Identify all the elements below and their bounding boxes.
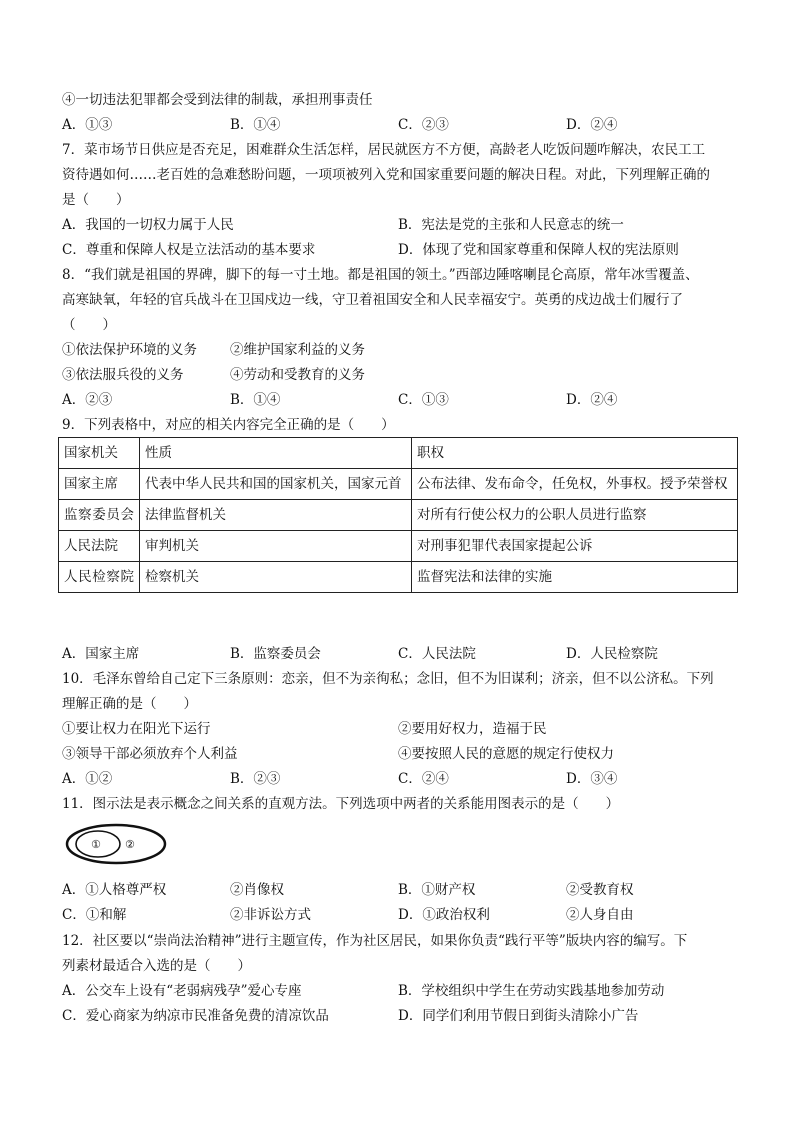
table-cell: 检察机关	[140, 562, 412, 593]
q6-option-b: B．①④	[230, 117, 281, 133]
q10-item-1: ①要让权力在阳光下运行	[62, 721, 211, 737]
table-header-cell: 职权	[412, 438, 738, 469]
table-header-cell: 性质	[140, 438, 412, 469]
q10-stem-line-2: 理解正确的是（ ）	[62, 696, 197, 712]
q11-option-a-part-2: ②肖像权	[230, 882, 284, 898]
table-cell: 监督宪法和法律的实施	[412, 562, 738, 593]
table-cell: 审判机关	[140, 531, 412, 562]
q11-option-c-part-1: C．①和解	[62, 907, 127, 923]
table-cell: 代表中华人民共和国的国家机关，国家元首	[140, 469, 412, 500]
table-cell: 人民检察院	[59, 562, 140, 593]
q6-option-a: A．①③	[62, 117, 113, 133]
table-cell: 监察委员会	[59, 500, 140, 531]
q11-stem: 11．图示法是表示概念之间关系的直观方法。下列选项中两者的关系能用图表示的是（ ）	[62, 796, 620, 812]
q9-option-d: D．人民检察院	[566, 646, 658, 662]
outer-ellipse	[67, 825, 165, 863]
q8-item-2: ②维护国家利益的义务	[230, 342, 365, 358]
q7-option-a: A．我国的一切权力属于人民	[62, 217, 234, 233]
q8-stem-line-1: 8．“我们就是祖国的界碑，脚下的每一寸土地。都是祖国的领土。”西部边陲喀喇昆仑高原，常年冰雪覆盖、	[62, 267, 699, 283]
q8-stem-line-3: （ ）	[62, 317, 116, 333]
q6-option-c: C．②③	[398, 117, 449, 133]
q8-stem-line-2: 高寒缺氧，年轻的官兵战斗在卫国戍边一线，守卫着祖国安全和人民幸福安宁。英勇的戍边战士们履行了	[62, 292, 683, 308]
table-cell: 国家主席	[59, 469, 140, 500]
q10-item-2: ②要用好权力，造福于民	[398, 721, 547, 737]
q10-item-4: ④要按照人民的意愿的规定行使权力	[398, 746, 614, 762]
q8-option-d: D．②④	[566, 392, 618, 408]
diagram-label-2: ②	[125, 838, 135, 851]
q9-option-b: B．监察委员会	[230, 646, 321, 662]
q11-option-d-part-1: D．①政治权利	[398, 907, 490, 923]
q10-option-b: B．②③	[230, 771, 281, 787]
q11-nested-ellipse-diagram	[64, 822, 170, 866]
table-row	[59, 500, 738, 531]
q11-option-d-part-2: ②人身自由	[566, 907, 634, 923]
table-cell: 对所有行使公权力的公职人员进行监察	[412, 500, 738, 531]
q11-option-a-part-1: A．①人格尊严权	[62, 882, 167, 898]
table-cell: 对刑事犯罪代表国家提起公诉	[412, 531, 738, 562]
q10-option-c: C．②④	[398, 771, 449, 787]
q6-option-d: D．②④	[566, 117, 618, 133]
table-cell: 公布法律、发布命令，任免权，外事权。授予荣誉权	[412, 469, 738, 500]
q8-item-4: ④劳动和受教育的义务	[230, 367, 365, 383]
q12-option-d: D．同学们利用节假日到街头清除小广告	[398, 1008, 639, 1024]
q12-option-c: C．爱心商家为纳凉市民准备免费的清凉饮品	[62, 1008, 329, 1024]
q8-option-c: C．①③	[398, 392, 449, 408]
q12-option-b: B．学校组织中学生在劳动实践基地参加劳动	[398, 983, 665, 999]
q7-stem-line-2: 资待遇如何……老百姓的急难愁盼问题，一项项被列入党和国家重要问题的解决日程。对此，下列理解正确的	[62, 167, 710, 183]
q11-option-b-part-2: ②受教育权	[566, 882, 634, 898]
q9-table	[58, 437, 738, 593]
table-cell: 人民法院	[59, 531, 140, 562]
q8-item-3: ③依法服兵役的义务	[62, 367, 184, 383]
diagram-label-1: ①	[91, 838, 101, 851]
q8-option-a: A．②③	[62, 392, 113, 408]
q11-option-c-part-2: ②非诉讼方式	[230, 907, 311, 923]
q9-option-c: C．人民法院	[398, 646, 476, 662]
q7-stem-line-3: 是（ ）	[62, 192, 130, 208]
q12-stem-line-2: 列素材最适合入选的是（ ）	[62, 958, 251, 974]
table-header-row	[59, 438, 738, 469]
q7-stem-line-1: 7．菜市场节日供应是否充足，困难群众生活怎样，居民就医方不方便，高龄老人吃饭问题咋解决，农民工工	[62, 142, 706, 158]
q12-stem-line-1: 12．社区要以“崇尚法治精神”进行主题宣传，作为社区居民，如果你负责“践行平等”版块内容的编写。下	[62, 933, 688, 949]
q10-stem-line-1: 10．毛泽东曾给自己定下三条原则：恋亲，但不为亲徇私；念旧，但不为旧谋利；济亲，但不以公济私。下列	[62, 671, 714, 687]
q7-option-b: B．宪法是党的主张和人民意志的统一	[398, 217, 624, 233]
table-row	[59, 469, 738, 500]
q10-item-3: ③领导干部必须放弃个人利益	[62, 746, 238, 762]
q7-option-c: C．尊重和保障人权是立法活动的基本要求	[62, 242, 316, 258]
table-header-cell: 国家机关	[59, 438, 140, 469]
table-row	[59, 562, 738, 593]
q9-stem: 9．下列表格中，对应的相关内容完全正确的是（ ）	[62, 417, 395, 433]
q8-option-b: B．①④	[230, 392, 281, 408]
q10-option-a: A．①②	[62, 771, 113, 787]
q7-option-d: D．体现了党和国家尊重和保障人权的宪法原则	[398, 242, 679, 258]
q9-option-a: A．国家主席	[62, 646, 140, 662]
table-row	[59, 531, 738, 562]
q11-option-b-part-1: B．①财产权	[398, 882, 476, 898]
q10-option-d: D．③④	[566, 771, 618, 787]
table-cell: 法律监督机关	[140, 500, 412, 531]
q6-item-4: ④一切违法犯罪都会受到法律的制裁，承担刑事责任	[62, 92, 373, 108]
q12-option-a: A．公交车上设有“老弱病残孕”爱心专座	[62, 983, 302, 999]
q8-item-1: ①依法保护环境的义务	[62, 342, 197, 358]
